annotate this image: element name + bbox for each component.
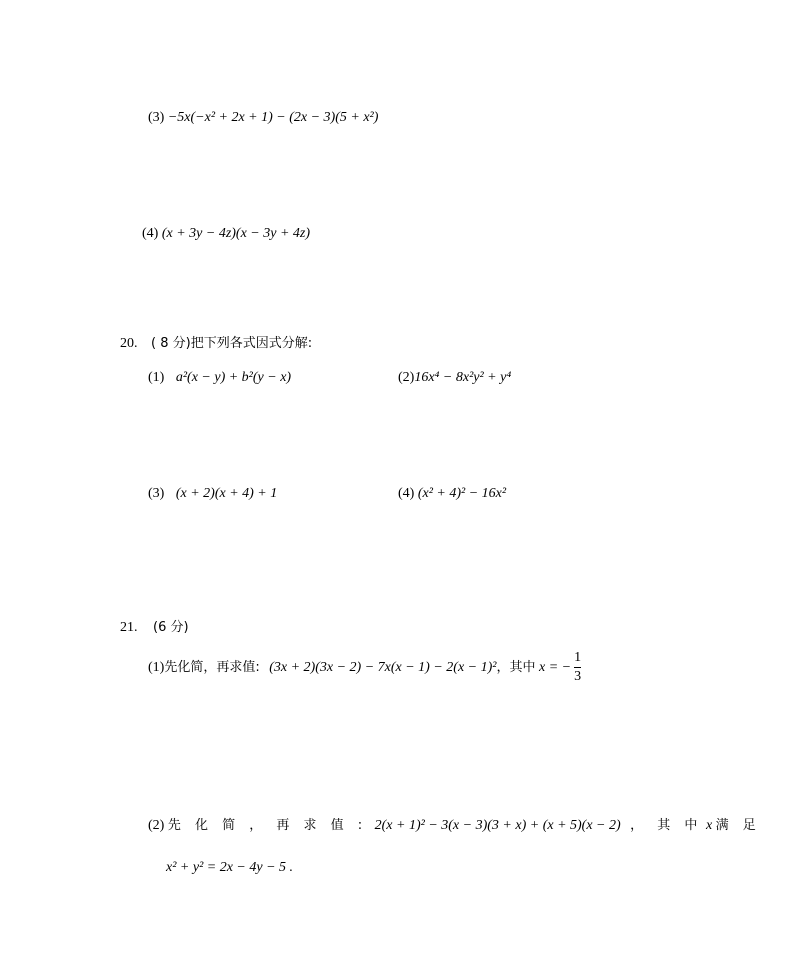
q20-part4-label: (4)	[398, 486, 415, 501]
q19-part4-expression: (x + 3y − 4z)(x − 3y + 4z)	[161, 226, 311, 241]
q21-part2-condition	[166, 858, 293, 878]
fraction-bar	[574, 667, 581, 668]
q21-part1-text: 先化简，再求值:	[164, 660, 260, 675]
q19-part3-label: (3)	[148, 110, 165, 125]
q20-instruction: 把下列各式因式分解:	[190, 336, 313, 351]
q19-part3-expression: −5x(−x² + 2x + 1) − (2x − 3)(5 + x²)	[167, 110, 379, 125]
q19-part4-label: (4)	[142, 226, 159, 241]
q21-part2-label: (2)	[148, 818, 165, 833]
q20-part2-label: (2)	[398, 370, 415, 385]
q20-part3-label: (3)	[148, 486, 165, 501]
q21-part2-condition-expression: x² + y² = 2x − 4y − 5 .	[166, 860, 294, 875]
fraction-denominator: 3	[574, 669, 582, 685]
q21-part1-expression: (3x + 2)(3x − 2) − 7x(x − 1) − 2(x − 1)²	[269, 660, 497, 675]
q20-part1-expression: a²(x − y) + b²(y − x)	[175, 370, 292, 385]
q21-part2-text: 先 化 简 ， 再 求 值 :	[167, 818, 368, 833]
q20-part4	[398, 484, 506, 504]
q19-part4	[142, 224, 310, 244]
q20-header	[120, 334, 312, 354]
fraction-numerator: 1	[574, 650, 582, 666]
q20-part1-label: (1)	[148, 370, 165, 385]
q20-part3	[148, 484, 277, 504]
q21-part2	[148, 816, 761, 836]
q21-part2-tail: 满 足	[715, 818, 761, 833]
q21-part2-variable: x	[705, 818, 713, 833]
q21-part1-condition: x = −	[538, 660, 572, 675]
q19-part3	[148, 108, 378, 128]
q21-part2-where: ， 其 中	[630, 818, 703, 833]
q21-part1-where: ，其中	[496, 660, 536, 675]
q21-part1-fraction	[574, 650, 581, 685]
q20-number: 20.	[120, 336, 138, 351]
q20-part4-expression: (x² + 4)² − 16x²	[417, 486, 507, 501]
q20-part1	[148, 368, 291, 388]
q20-part3-expression: (x + 2)(x + 4) + 1	[175, 486, 278, 501]
q21-part2-expression: 2(x + 1)² − 3(x − 3)(3 + x) + (x + 5)(x − 2)	[374, 818, 621, 833]
q21-number: 21.	[120, 620, 138, 635]
q21-score: (6 分)	[153, 620, 189, 635]
q20-score: ( 8 分)	[151, 336, 191, 351]
q21-header	[120, 618, 189, 638]
q20-part2	[398, 368, 511, 388]
q20-part2-expression: 16x⁴ − 8x²y² + y⁴	[414, 370, 512, 385]
q21-part1	[148, 648, 581, 688]
q21-part1-label: (1)	[148, 660, 165, 675]
